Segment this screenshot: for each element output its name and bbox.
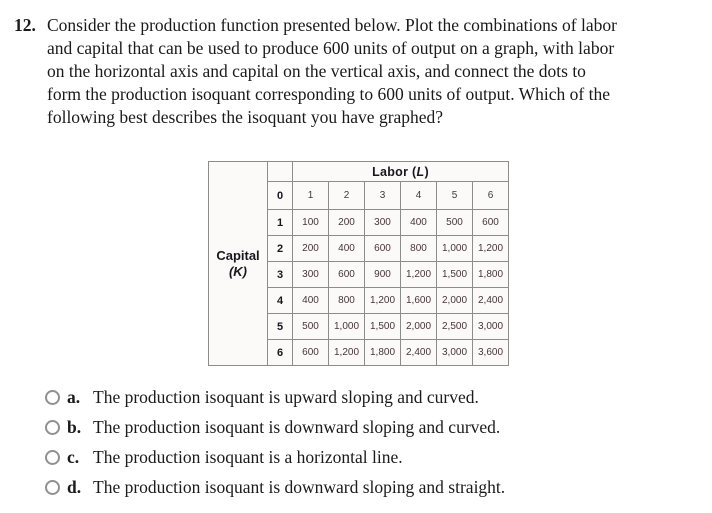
table-cell: 500 (293, 314, 329, 340)
radio-button-a[interactable] (45, 390, 60, 405)
corner-zero-cell: 0 (268, 182, 293, 210)
table-cell: 1,200 (365, 288, 401, 314)
table-cell: 500 (437, 210, 473, 236)
option-text: The production isoquant is a horizontal line. (93, 446, 403, 467)
table-cell: 800 (329, 288, 365, 314)
question-line: Consider the production function presented below. Plot the combinations of labor (47, 15, 617, 35)
column-header: 6 (473, 182, 509, 210)
table-cell: 100 (293, 210, 329, 236)
row-header: 5 (268, 314, 293, 340)
option-letter: c. (67, 446, 80, 467)
column-header: 4 (401, 182, 437, 210)
column-header: 3 (365, 182, 401, 210)
table-cell: 3,000 (437, 340, 473, 366)
table-cell: 600 (293, 340, 329, 366)
table-cell: 600 (473, 210, 509, 236)
table-cell: 200 (293, 236, 329, 262)
table-cell: 1,600 (401, 288, 437, 314)
row-header: 3 (268, 262, 293, 288)
option-d[interactable] (45, 472, 712, 502)
row-header: 6 (268, 340, 293, 366)
column-header: 1 (293, 182, 329, 210)
question-line: on the horizontal axis and capital on the vertical axis, and connect the dots to (47, 61, 586, 81)
option-b[interactable] (45, 412, 712, 442)
column-header: 5 (437, 182, 473, 210)
row-header: 1 (268, 210, 293, 236)
table-cell: 1,200 (329, 340, 365, 366)
table-cell: 400 (329, 236, 365, 262)
option-a[interactable] (45, 382, 712, 412)
capital-symbol: (K) (228, 263, 248, 279)
table-cell: 400 (401, 210, 437, 236)
table-cell: 1,000 (329, 314, 365, 340)
table-cell: 1,800 (473, 262, 509, 288)
row-header: 2 (268, 236, 293, 262)
table-cell: 200 (329, 210, 365, 236)
table-cell: 2,400 (473, 288, 509, 314)
table-cell: 1,500 (365, 314, 401, 340)
table-cell: 3,600 (473, 340, 509, 366)
labor-symbol: L (416, 164, 425, 179)
labor-axis-header-cell (293, 162, 509, 182)
option-letter: b. (67, 416, 82, 437)
labor-header-row (209, 162, 509, 182)
table-cell: 800 (401, 236, 437, 262)
capital-axis-header-cell (209, 162, 268, 366)
table-cell: 1,500 (437, 262, 473, 288)
table-cell: 1,200 (401, 262, 437, 288)
table-cell: 900 (365, 262, 401, 288)
question-line: and capital that can be used to produce 600 units of output on a graph, with labor (47, 38, 615, 58)
table-cell: 1,800 (365, 340, 401, 366)
radio-button-c[interactable] (45, 450, 60, 465)
option-text: The production isoquant is downward sloping and curved. (93, 416, 501, 437)
capital-label: Capital (216, 247, 260, 263)
table-cell: 300 (293, 262, 329, 288)
table-cell: 2,500 (437, 314, 473, 340)
table-cell: 1,000 (437, 236, 473, 262)
question-line: following best describes the isoquant you have graphed? (47, 107, 444, 127)
question-line: form the production isoquant corresponding to 600 units of output. Which of the (47, 84, 610, 104)
labor-label-suffix: ) (424, 164, 429, 179)
table-cell: 2,400 (401, 340, 437, 366)
answer-options (45, 382, 712, 502)
table-cell: 1,200 (473, 236, 509, 262)
option-c[interactable] (45, 442, 712, 472)
table-cell: 300 (365, 210, 401, 236)
column-header: 2 (329, 182, 365, 210)
option-text: The production isoquant is downward sloping and straight. (93, 476, 506, 497)
option-text: The production isoquant is upward sloping and curved. (93, 386, 479, 407)
option-letter: a. (67, 386, 81, 407)
production-table-wrap (208, 161, 712, 366)
radio-button-d[interactable] (45, 480, 60, 495)
option-letter: d. (67, 476, 82, 497)
production-table (208, 161, 509, 366)
labor-label-prefix: Labor ( (372, 164, 417, 179)
table-cell: 3,000 (473, 314, 509, 340)
question-text (47, 14, 617, 129)
radio-button-b[interactable] (45, 420, 60, 435)
table-cell: 2,000 (401, 314, 437, 340)
table-cell: 400 (293, 288, 329, 314)
question-number: 12. (14, 15, 36, 35)
table-cell: 600 (365, 236, 401, 262)
table-cell: 600 (329, 262, 365, 288)
corner-empty-cell (268, 162, 293, 182)
question-block (14, 14, 712, 129)
table-cell: 2,000 (437, 288, 473, 314)
row-header: 4 (268, 288, 293, 314)
